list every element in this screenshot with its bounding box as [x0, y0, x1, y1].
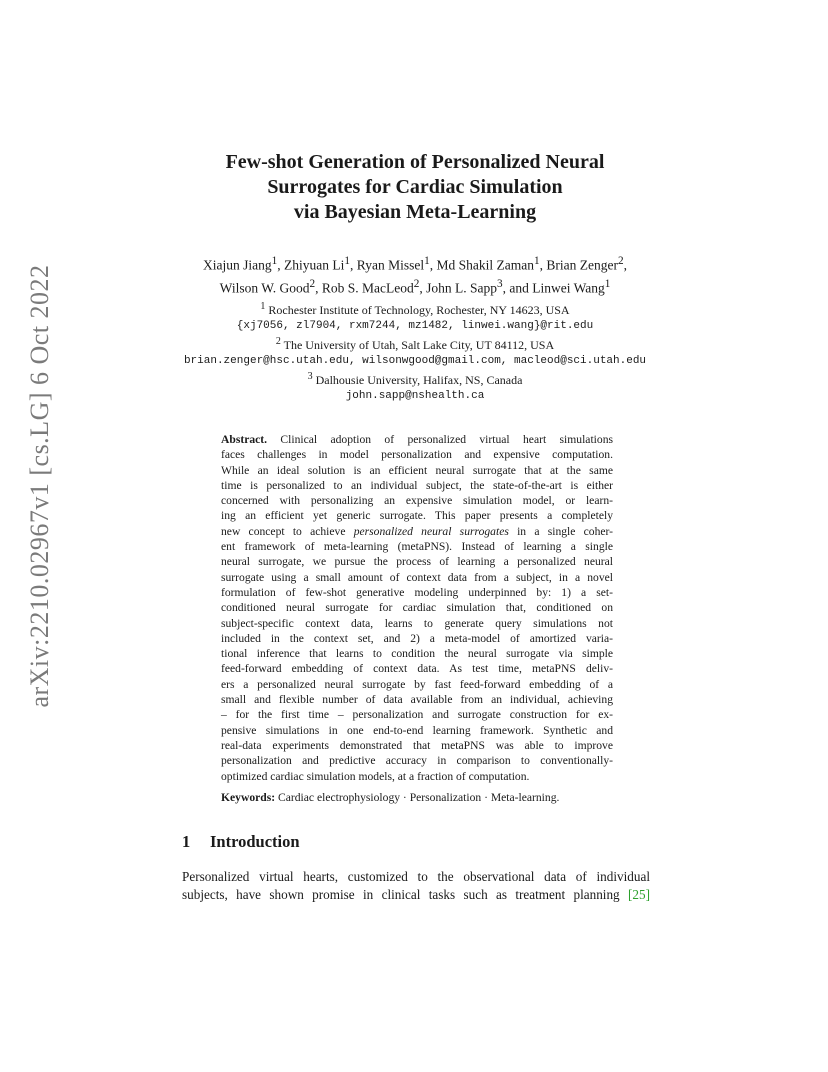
body-line-text: subjects, have shown promise in clinical tasks such as treatment planning — [182, 886, 620, 902]
affiliation-email: brian.zenger@hsc.utah.edu, wilsonwgood@gmail.com, macleod@sci.utah.edu — [183, 354, 647, 367]
keywords-label: Keywords: — [221, 791, 276, 804]
author-name: Wilson W. Good — [219, 280, 310, 295]
abstract-line: time is personalized to an individual subject, the state-of-the-art is either — [221, 478, 613, 492]
author-affil-sup: 2 — [617, 255, 624, 267]
abstract-line: optimized cardiac simulation models, at a fraction of computation. — [221, 769, 530, 783]
affiliation-email: {xj7056, zl7904, rxm7244, mz1482, linwei.wang}@rit.edu — [236, 319, 594, 332]
author-name: Brian Zenger — [546, 257, 618, 273]
abstract-line: included in the context set, and 2) a meta-model of amortized varia- — [221, 631, 613, 645]
abstract-label: Abstract. — [221, 433, 268, 446]
abstract-line: small and flexible number of data available from an individual, achieving — [221, 693, 613, 707]
section-number: 1 — [182, 832, 191, 851]
keywords — [221, 790, 621, 805]
affiliation-line — [120, 334, 710, 354]
abstract-emphasis: personalized neural surrogates — [353, 524, 509, 538]
section-heading — [182, 832, 582, 852]
abstract-line: pensive simulations in one end-to-end learning framework. Synthetic and — [221, 723, 613, 737]
author-list — [150, 252, 680, 297]
body-line: Personalized virtual hearts, customized to the observational data of individual — [182, 869, 650, 884]
abstract-line: concerned with personalizing an expensive simulation model, or learn- — [221, 494, 613, 508]
affil-sup: 1 — [260, 301, 266, 312]
abstract-line: surrogate using a small amount of context data from a subject, in a novel — [221, 570, 613, 584]
abstract-line: – for the first time – personalization and surrogate construction for ex- — [221, 708, 613, 722]
author-affil-sup: 1 — [424, 255, 430, 267]
keywords-text: Cardiac electrophysiology · Personalization · Meta-learning. — [278, 791, 560, 804]
author-name: Zhiyuan Li — [284, 257, 345, 273]
affiliation-text: Dalhousie University, Halifax, NS, Canada — [315, 373, 523, 387]
abstract-line: ing an efficient yet generic surrogate. This paper presents a completely — [221, 509, 613, 523]
author-name: John L. Sapp — [426, 280, 497, 295]
section-title: Introduction — [210, 832, 300, 851]
author-affil-sup: 1 — [604, 277, 611, 290]
abstract — [221, 432, 613, 784]
author-line-2: Wilson W. Good$^2$, Rob S. MacLeod$^2$, John L. Sapp$^3$, and Linwei Wang$^1$ — [219, 277, 611, 295]
affil-sup: 2 — [275, 336, 281, 347]
abstract-line: personalization and predictive accuracy in comparison to conventionally- — [221, 754, 613, 768]
author-affil-sup: 2 — [309, 277, 316, 290]
author-line-1: Xiajun Jiang$^1$, Zhiyuan Li$^1$, Ryan Missel$^1$, Md Shakil Zaman$^1$, Brian Zenger$^2$, — [203, 255, 627, 273]
affiliation-line — [120, 369, 710, 389]
affiliation-email: john.sapp@nshealth.ca — [345, 389, 485, 402]
abstract-line: tional inference that learns to condition the neural surrogate via simple — [221, 647, 613, 661]
abstract-line: subject-specific context data, learns to generate query simulations not — [221, 616, 613, 630]
author-affil-sup: 3 — [496, 277, 503, 290]
affiliations — [120, 299, 710, 404]
arxiv-id-text: arXiv:2210.02967v1 [cs.LG] 6 Oct 2022 — [25, 264, 54, 708]
abstract-line: ent framework of meta-learning (metaPNS). Instead of learning a single — [221, 540, 613, 554]
abstract-line: conditioned neural surrogate for cardiac simulation that, conditioned on — [221, 601, 613, 615]
arxiv-identifier-stamp — [20, 264, 60, 708]
title-line: Surrogates for Cardiac Simulation — [267, 176, 563, 198]
abstract-line — [221, 432, 613, 447]
abstract-line: feed-forward embedding of context data. As test time, metaPNS deliv- — [221, 662, 613, 676]
title-line: Few-shot Generation of Personalized Neural — [225, 151, 605, 173]
body-line — [182, 886, 650, 904]
abstract-line: ers a personalized neural surrogate by fast feed-forward embedding of a — [221, 677, 613, 691]
affiliation-text: Rochester Institute of Technology, Rochester, NY 14623, USA — [268, 303, 570, 317]
affil-sup: 3 — [307, 371, 313, 382]
body-paragraph — [182, 868, 650, 903]
author-name: Xiajun Jiang — [203, 257, 272, 273]
abstract-line: While an ideal solution is an efficient neural surrogate that at the same — [221, 463, 613, 477]
author-affil-sup: 2 — [413, 277, 420, 290]
author-affil-sup: 1 — [534, 255, 540, 267]
abstract-line: neural surrogate, we pursue the process of learning a personalized neural — [221, 555, 613, 569]
citation-link[interactable]: [25] — [628, 886, 650, 902]
title-line: via Bayesian Meta-Learning — [293, 201, 537, 223]
affiliation-text: The University of Utah, Salt Lake City, UT 84112, USA — [283, 338, 555, 352]
author-name: Ryan Missel — [356, 257, 425, 273]
abstract-line: formulation of few-shot generative modeling underpinned by: 1) a set- — [221, 585, 613, 599]
author-affil-sup: 1 — [271, 255, 278, 267]
author-affil-sup: 1 — [344, 255, 351, 267]
abstract-line: faces challenges in model personalization and expensive computation. — [221, 448, 613, 462]
abstract-line: new concept to achieve personalized neural surrogates in a single coher- — [221, 524, 614, 538]
abstract-text: Clinical adoption of personalized virtual heart simulations — [280, 433, 614, 446]
author-name: Md Shakil Zaman — [436, 257, 534, 273]
paper-title — [140, 150, 690, 225]
affiliation-line — [120, 299, 710, 319]
author-name: Rob S. MacLeod — [321, 280, 414, 295]
abstract-line: real-data experiments demonstrated that metaPNS was able to improve — [221, 738, 613, 752]
author-name: and Linwei Wang — [509, 280, 605, 295]
